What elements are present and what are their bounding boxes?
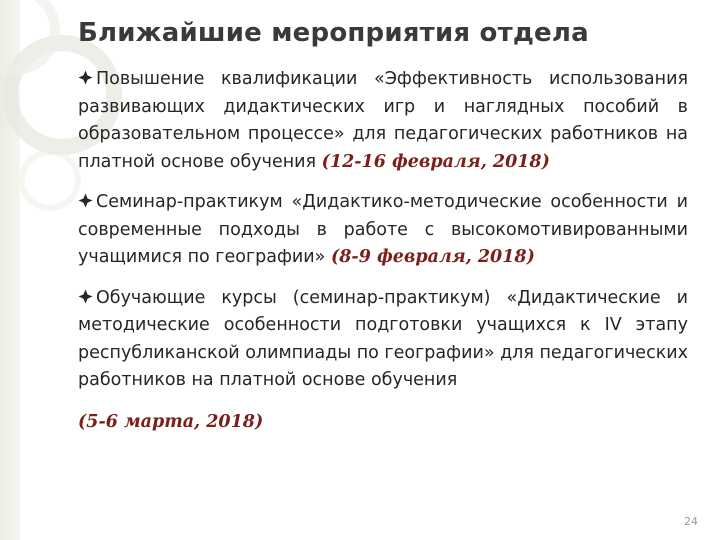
- event-date: (8-9 февраля, 2018): [330, 247, 535, 267]
- page-number: 24: [684, 515, 698, 528]
- left-decorative-band: [0, 0, 20, 540]
- four-petal-diamond-icon: [78, 193, 93, 208]
- four-petal-diamond-icon: [78, 70, 93, 85]
- event-date: (5-6 марта, 2018): [78, 411, 264, 432]
- event-description: Повышение квалификации «Эффективность использования развивающих дидактических игр и наглядных пособий в образовательном процессе» для педагогических работников на платной основе обучения: [78, 69, 688, 172]
- events-list: [78, 66, 688, 436]
- event-description: Семинар-практикум «Дидактико-методические особенности и современные подходы в работе с высокомотивированными учащимися по географии»: [78, 192, 688, 267]
- list-item: [78, 189, 688, 272]
- four-petal-diamond-icon: [78, 289, 93, 304]
- list-item: [78, 66, 688, 176]
- page-title: Ближайшие мероприятия отдела: [78, 18, 589, 48]
- list-item: [78, 285, 688, 437]
- event-description: Обучающие курсы (семинар-практикум) «Дидактические и методические особенности подготовки учащихся к IV этапу республиканской олимпиады по географии» для педагогических работников на платной основе обучения: [78, 287, 688, 390]
- event-date: (12-16 февраля, 2018): [321, 151, 550, 172]
